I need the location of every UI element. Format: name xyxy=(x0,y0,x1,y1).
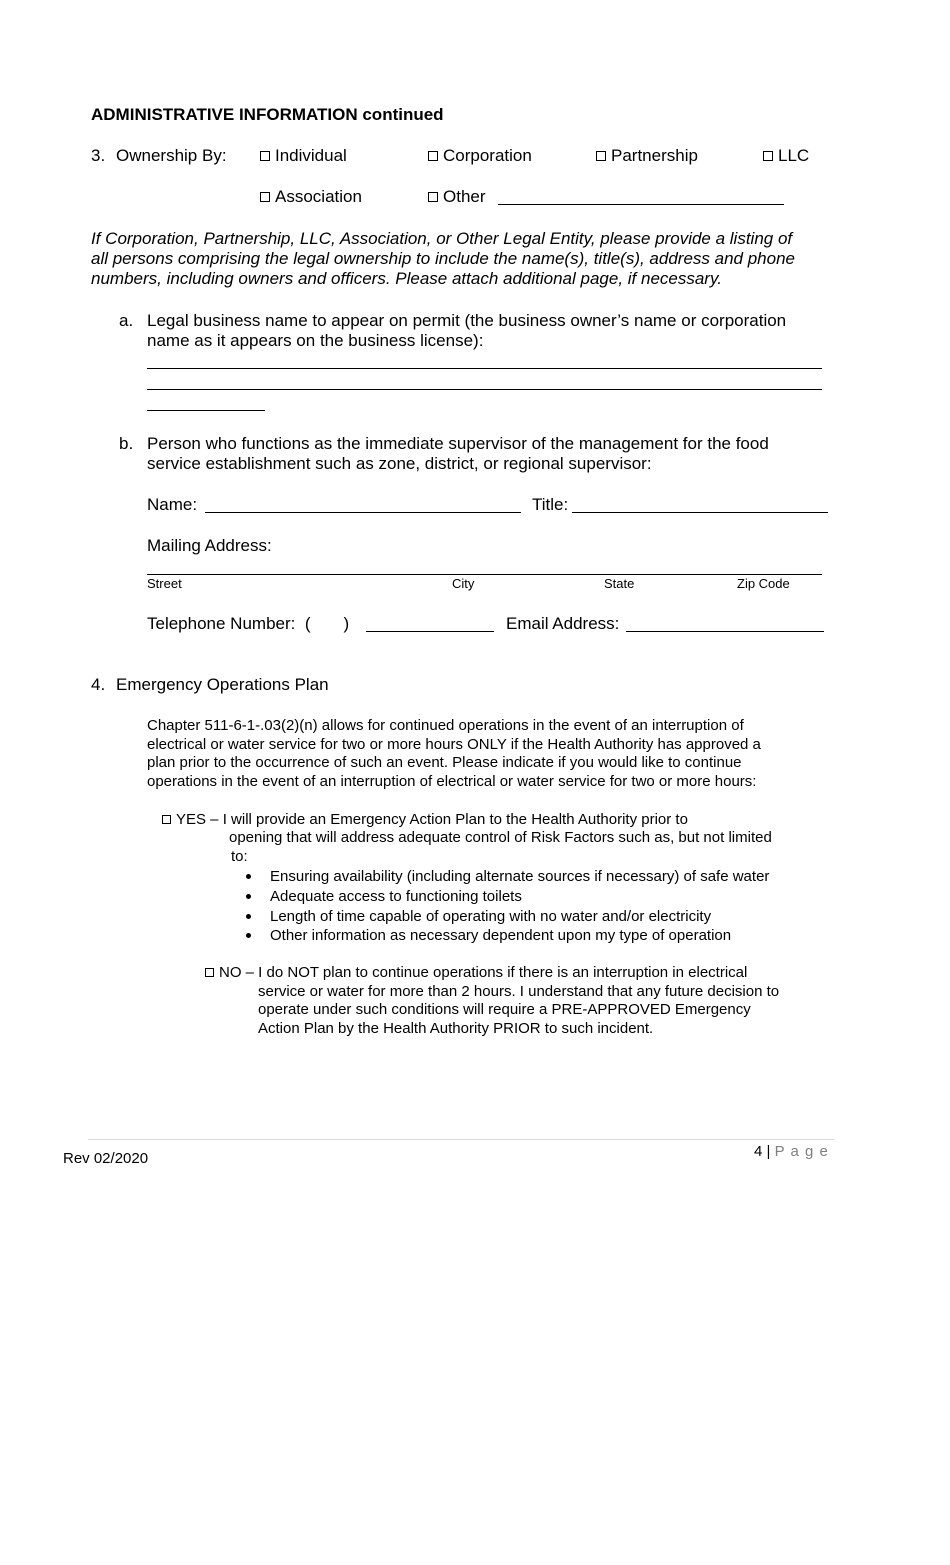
ownership-option-partnership[interactable]: Partnership xyxy=(596,146,698,166)
no-option-line-4: Action Plan by the Health Authority PRIOR to such incident. xyxy=(258,1020,654,1037)
city-caption: City xyxy=(452,576,475,591)
plan-bullet-4: Other information as necessary dependent upon my type of operation xyxy=(270,927,732,944)
telephone-label: Telephone Number: ( ) xyxy=(147,614,350,633)
item-a-text-line-2: name as it appears on the business license): xyxy=(147,331,484,350)
mailing-address-line[interactable] xyxy=(147,574,822,575)
state-caption: State xyxy=(604,576,635,591)
item-a-text-line-1: Legal business name to appear on permit (the business owner’s name or corporation xyxy=(147,311,787,330)
item-a-letter: a. xyxy=(119,311,134,330)
bullet-icon xyxy=(246,874,251,879)
item-b-text-line-1: Person who functions as the immediate supervisor of the management for the food xyxy=(147,434,769,453)
email-line[interactable] xyxy=(626,631,824,632)
checkbox-icon xyxy=(596,151,606,161)
mailing-address-label: Mailing Address: xyxy=(147,536,272,555)
supervisor-name-line[interactable] xyxy=(205,512,521,513)
supervisor-name-label: Name: xyxy=(147,495,198,514)
ownership-instructions-line-2: all persons comprising the legal ownership to include the name(s), title(s), address and phone xyxy=(91,249,795,268)
ownership-instructions-line-3: numbers, including owners and officers. Please attach additional page, if necessary. xyxy=(91,269,722,288)
item-b-text-line-2: service establishment such as zone, district, or regional supervisor: xyxy=(147,454,652,473)
revision-label: Rev 02/2020 xyxy=(63,1150,149,1167)
supervisor-title-line[interactable] xyxy=(572,512,828,513)
other-entry-line[interactable] xyxy=(498,204,784,205)
item-b-letter: b. xyxy=(119,434,134,453)
no-option-line-2: service or water for more than 2 hours. I understand that any future decision to xyxy=(258,983,780,1000)
no-option-line-3: operate under such conditions will require a PRE-APPROVED Emergency xyxy=(258,1001,751,1018)
bullet-icon xyxy=(246,914,251,919)
checkbox-icon xyxy=(260,192,270,202)
business-name-line-2[interactable] xyxy=(147,389,822,390)
page-indicator xyxy=(754,1143,829,1160)
q3-label: Ownership By: xyxy=(116,146,227,165)
q4-paragraph-line-2: electrical or water service for two or more hours ONLY if the Health Authority has approved a xyxy=(147,736,761,753)
ownership-instructions-line-1: If Corporation, Partnership, LLC, Association, or Other Legal Entity, please provide a listing of xyxy=(91,229,793,248)
q4-title: Emergency Operations Plan xyxy=(116,675,329,694)
ownership-option-corporation[interactable]: Corporation xyxy=(428,146,532,166)
checkbox-icon xyxy=(763,151,773,161)
plan-bullet-2: Adequate access to functioning toilets xyxy=(270,888,522,905)
bullet-icon xyxy=(246,894,251,899)
business-name-line-3[interactable] xyxy=(147,410,265,411)
plan-bullet-1: Ensuring availability (including alternate sources if necessary) of safe water xyxy=(270,868,770,885)
checkbox-icon xyxy=(260,151,270,161)
page-separator: | xyxy=(766,1143,771,1160)
q3-number: 3. xyxy=(91,146,106,165)
ownership-option-individual[interactable]: Individual xyxy=(260,146,347,166)
page-word: P a g e xyxy=(774,1143,829,1160)
zip-code-caption: Zip Code xyxy=(737,576,790,591)
street-caption: Street xyxy=(147,576,182,591)
checkbox-icon xyxy=(205,968,214,977)
q4-paragraph-line-3: plan prior to the occurrence of such an event. Please indicate if you would like to continue xyxy=(147,754,742,771)
ownership-option-association[interactable]: Association xyxy=(260,187,362,207)
no-option[interactable]: NO – I do NOT plan to continue operations if there is an interruption in electrical xyxy=(205,963,747,982)
ownership-option-other[interactable]: Other xyxy=(428,187,486,207)
footer-divider xyxy=(88,1139,834,1140)
section-title: ADMINISTRATIVE INFORMATION continued xyxy=(91,105,444,124)
ownership-option-llc[interactable]: LLC xyxy=(763,146,809,166)
page-number: 4 xyxy=(754,1143,763,1160)
q4-number: 4. xyxy=(91,675,106,694)
yes-option[interactable]: YES – I will provide an Emergency Action Plan to the Health Authority prior to xyxy=(162,810,688,829)
q4-paragraph-line-4: operations in the event of an interruption of electrical or water service for two or more hours: xyxy=(147,773,757,790)
checkbox-icon xyxy=(428,151,438,161)
bullet-icon xyxy=(246,933,251,938)
yes-option-line-3: to: xyxy=(231,848,248,865)
yes-option-line-2: opening that will address adequate control of Risk Factors such as, but not limited xyxy=(229,829,772,846)
plan-bullet-3: Length of time capable of operating with no water and/or electricity xyxy=(270,908,712,925)
business-name-line-1[interactable] xyxy=(147,368,822,369)
q4-paragraph-line-1: Chapter 511-6-1-.03(2)(n) allows for continued operations in the event of an interruption of xyxy=(147,717,744,734)
checkbox-icon xyxy=(162,815,171,824)
supervisor-title-label: Title: xyxy=(532,495,569,514)
email-label: Email Address: xyxy=(506,614,620,633)
telephone-line[interactable] xyxy=(366,631,494,632)
checkbox-icon xyxy=(428,192,438,202)
